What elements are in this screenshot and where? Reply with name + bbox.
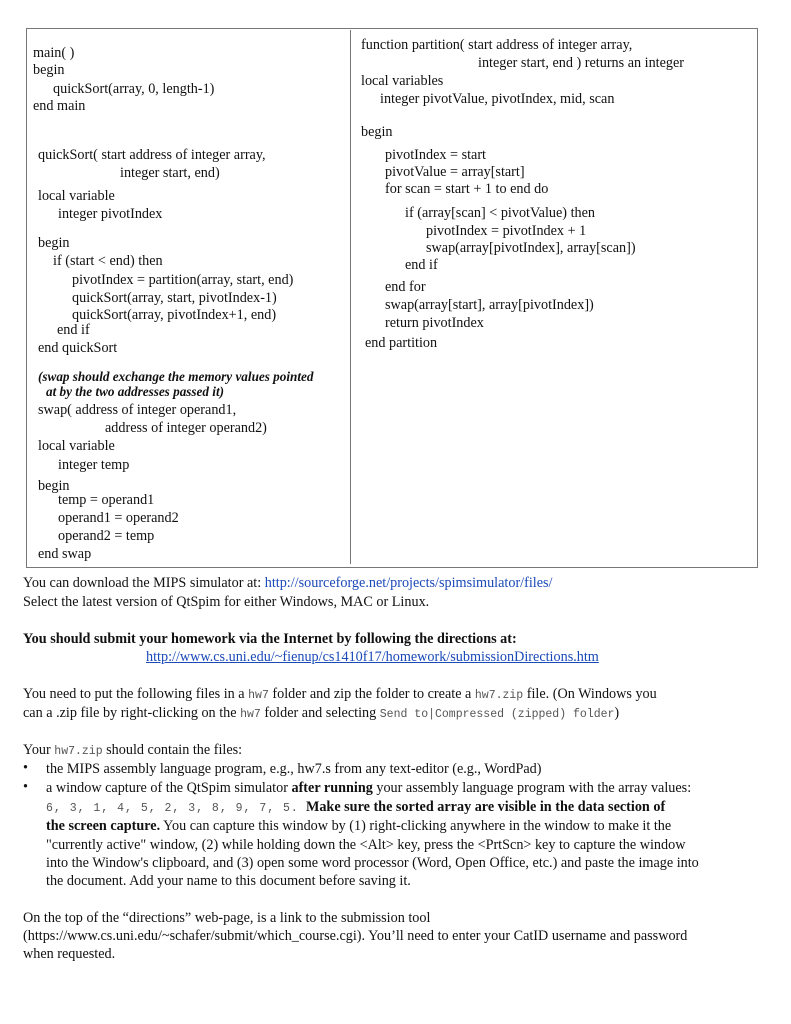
code-line: local variables	[361, 73, 444, 89]
code-line: begin	[361, 124, 393, 140]
bullet-item-2-line5: into the Window's clipboard, and (3) open some word processor (Word, Open Office, etc.) and paste the image into	[46, 855, 699, 871]
code-line: pivotValue = array[start]	[385, 164, 525, 180]
code-line: if (array[scan] < pivotValue) then	[405, 205, 595, 221]
text: a window capture of the QtSpim simulator	[46, 780, 288, 796]
swap-note: (swap should exchange the memory values pointed	[38, 369, 314, 384]
text: can a .zip file by right-clicking on the	[23, 705, 237, 721]
text: your assembly language program with the array values:	[376, 780, 692, 796]
text-bold: the screen capture.	[46, 818, 161, 834]
text: folder and zip the folder to create a	[272, 686, 472, 702]
zip-name: hw7.zip	[474, 689, 524, 702]
bullet-glyph: •	[23, 779, 28, 795]
code-line: operand2 = temp	[58, 528, 155, 544]
text-bold: Make sure the sorted array are visible in the data section of	[305, 799, 666, 815]
array-values: 6, 3, 1, 4, 5, 2, 3, 8, 9, 7, 5.	[46, 802, 299, 815]
code-line: begin	[33, 62, 65, 78]
code-line: integer pivotValue, pivotIndex, mid, scan	[380, 91, 615, 107]
code-line: begin	[38, 478, 70, 494]
code-line: end for	[385, 279, 426, 295]
contents-intro	[23, 741, 242, 761]
menu-path: Send to|Compressed (zipped) folder	[379, 708, 615, 721]
download-text: You can download the MIPS simulator at:	[23, 575, 262, 591]
code-line: main( )	[33, 45, 75, 61]
tool-line2: (https://www.cs.uni.edu/~schafer/submit/which_course.cgi). You’ll need to enter your CatID username and password	[23, 928, 688, 944]
code-line: for scan = start + 1 to end do	[385, 181, 549, 197]
folder-name: hw7	[248, 689, 269, 702]
code-line: local variable	[38, 438, 115, 454]
download-line	[23, 574, 553, 592]
code-line: integer pivotIndex	[58, 206, 163, 222]
code-line: end main	[33, 98, 86, 114]
bullet-item-2-line6: the document. Add your name to this document before saving it.	[46, 873, 411, 889]
text-bold: after running	[291, 780, 373, 796]
code-line: function partition( start address of integer array,	[361, 37, 633, 53]
text: Your	[23, 742, 51, 758]
bullet-item-2-line4: "currently active" window, (2) while holding down the <Alt> key, press the <PrtScn> key to capture the window	[46, 837, 686, 853]
code-line: pivotIndex = start	[385, 147, 486, 163]
code-line: swap(array[pivotIndex], array[scan])	[426, 240, 636, 256]
text: file. (On Windows you	[526, 686, 657, 702]
code-line: if (start < end) then	[53, 253, 163, 269]
code-line: quickSort(array, 0, length-1)	[53, 81, 215, 97]
code-line: return pivotIndex	[385, 315, 484, 331]
text: folder and selecting	[264, 705, 377, 721]
text: You need to put the following files in a	[23, 686, 245, 702]
code-line: temp = operand1	[58, 492, 155, 508]
table-column-divider	[350, 30, 351, 564]
code-line: pivotIndex = partition(array, start, end)	[72, 272, 294, 288]
simulator-link[interactable]: http://sourceforge.net/projects/spimsimulator/files/	[264, 575, 553, 591]
swap-note: at by the two addresses passed it)	[46, 384, 225, 399]
text: should contain the files:	[106, 742, 243, 758]
zip-name: hw7.zip	[54, 745, 103, 758]
code-line: integer start, end ) returns an integer	[478, 55, 685, 71]
submission-directions-link[interactable]: http://www.cs.uni.edu/~fienup/cs1410f17/homework/submissionDirections.htm	[146, 649, 599, 665]
tool-line1: On the top of the “directions” web-page, is a link to the submission tool	[23, 910, 431, 926]
submit-heading: You should submit your homework via the Internet by following the directions at:	[23, 631, 517, 647]
code-line: swap( address of integer operand1,	[38, 402, 237, 418]
bullet-item-2-line2	[46, 798, 665, 818]
bullet-item-2-line3	[46, 817, 671, 835]
text: )	[614, 705, 620, 721]
code-line: integer start, end)	[120, 165, 220, 181]
code-line: local variable	[38, 188, 115, 204]
download-version-line: Select the latest version of QtSpim for either Windows, MAC or Linux.	[23, 594, 430, 610]
tool-line3: when requested.	[23, 946, 116, 962]
code-line: end partition	[365, 335, 438, 351]
files-paragraph-line2	[23, 704, 619, 724]
bullet-item-1: the MIPS assembly language program, e.g., hw7.s from any text-editor (e.g., WordPad)	[46, 761, 542, 777]
code-line: end quickSort	[38, 340, 118, 356]
code-line: pivotIndex = pivotIndex + 1	[426, 223, 587, 239]
code-line: quickSort(array, start, pivotIndex-1)	[72, 290, 277, 306]
code-line: end if	[57, 322, 90, 338]
code-line: operand1 = operand2	[58, 510, 179, 526]
code-line: begin	[38, 235, 70, 251]
submit-link-line	[146, 648, 599, 666]
bullet-glyph: •	[23, 760, 28, 776]
code-line: end swap	[38, 546, 92, 562]
code-line: address of integer operand2)	[105, 420, 267, 436]
code-line: swap(array[start], array[pivotIndex])	[385, 297, 594, 313]
code-line: end if	[405, 257, 438, 273]
code-line: quickSort( start address of integer array,	[38, 147, 266, 163]
folder-name: hw7	[240, 708, 261, 721]
files-paragraph-line1	[23, 685, 657, 705]
bullet-item-2-line1	[46, 779, 691, 797]
code-line: quickSort(array, pivotIndex+1, end)	[72, 307, 277, 323]
code-line: integer temp	[58, 457, 130, 473]
text: You can capture this window by (1) right-clicking anywhere in the window to make it the	[163, 818, 672, 834]
